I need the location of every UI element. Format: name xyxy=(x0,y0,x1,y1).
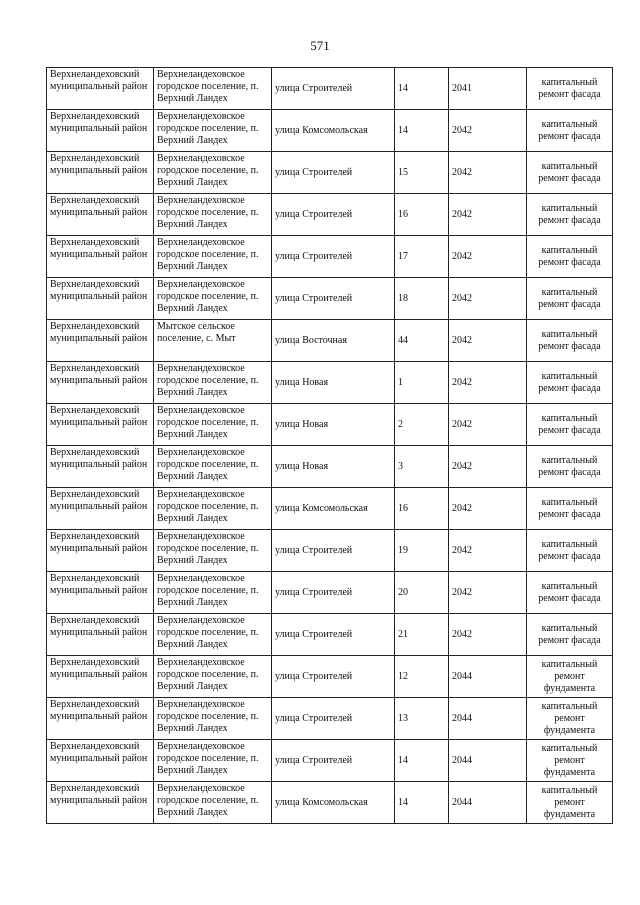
street-cell: улица Восточная xyxy=(272,320,395,362)
settlement-cell: Верхнеландеховское городское поселение, п. Верхний Ландех xyxy=(154,530,272,572)
street-cell: улица Строителей xyxy=(272,194,395,236)
year-cell: 2042 xyxy=(449,530,527,572)
work-type-cell: капитальный ремонт фасада xyxy=(527,446,613,488)
district-cell: Верхнеландеховский муниципальный район xyxy=(47,236,154,278)
settlement-cell: Верхнеландеховское городское поселение, п. Верхний Ландех xyxy=(154,110,272,152)
year-cell: 2044 xyxy=(449,698,527,740)
street-cell: улица Комсомольская xyxy=(272,782,395,824)
year-cell: 2042 xyxy=(449,488,527,530)
table-row xyxy=(47,656,613,698)
district-cell: Верхнеландеховский муниципальный район xyxy=(47,698,154,740)
district-cell: Верхнеландеховский муниципальный район xyxy=(47,446,154,488)
district-cell: Верхнеландеховский муниципальный район xyxy=(47,404,154,446)
work-type-cell: капитальный ремонт фундамента xyxy=(527,782,613,824)
work-type-cell: капитальный ремонт фасада xyxy=(527,152,613,194)
house-number-cell: 14 xyxy=(395,110,449,152)
settlement-cell: Верхнеландеховское городское поселение, п. Верхний Ландех xyxy=(154,656,272,698)
house-number-cell: 12 xyxy=(395,656,449,698)
table-row xyxy=(47,446,613,488)
work-type-cell: капитальный ремонт фасада xyxy=(527,194,613,236)
year-cell: 2042 xyxy=(449,110,527,152)
house-number-cell: 19 xyxy=(395,530,449,572)
street-cell: улица Строителей xyxy=(272,698,395,740)
year-cell: 2042 xyxy=(449,614,527,656)
house-number-cell: 18 xyxy=(395,278,449,320)
district-cell: Верхнеландеховский муниципальный район xyxy=(47,362,154,404)
table-row xyxy=(47,152,613,194)
house-number-cell: 16 xyxy=(395,194,449,236)
district-cell: Верхнеландеховский муниципальный район xyxy=(47,740,154,782)
street-cell: улица Строителей xyxy=(272,152,395,194)
street-cell: улица Строителей xyxy=(272,278,395,320)
settlement-cell: Верхнеландеховское городское поселение, п. Верхний Ландех xyxy=(154,194,272,236)
table-row xyxy=(47,488,613,530)
street-cell: улица Строителей xyxy=(272,530,395,572)
table-row xyxy=(47,572,613,614)
house-number-cell: 2 xyxy=(395,404,449,446)
table-row xyxy=(47,236,613,278)
settlement-cell: Верхнеландеховское городское поселение, п. Верхний Ландех xyxy=(154,152,272,194)
year-cell: 2042 xyxy=(449,152,527,194)
settlement-cell: Верхнеландеховское городское поселение, п. Верхний Ландех xyxy=(154,446,272,488)
work-type-cell: капитальный ремонт фасада xyxy=(527,110,613,152)
district-cell: Верхнеландеховский муниципальный район xyxy=(47,68,154,110)
registry-table-body xyxy=(47,68,613,824)
year-cell: 2042 xyxy=(449,404,527,446)
work-type-cell: капитальный ремонт фасада xyxy=(527,488,613,530)
street-cell: улица Новая xyxy=(272,404,395,446)
table-row xyxy=(47,320,613,362)
year-cell: 2041 xyxy=(449,68,527,110)
street-cell: улица Новая xyxy=(272,446,395,488)
house-number-cell: 14 xyxy=(395,782,449,824)
year-cell: 2044 xyxy=(449,740,527,782)
street-cell: улица Строителей xyxy=(272,236,395,278)
year-cell: 2042 xyxy=(449,278,527,320)
page-number: 571 xyxy=(310,38,330,53)
table-row xyxy=(47,698,613,740)
house-number-cell: 1 xyxy=(395,362,449,404)
year-cell: 2042 xyxy=(449,362,527,404)
house-number-cell: 14 xyxy=(395,740,449,782)
house-number-cell: 13 xyxy=(395,698,449,740)
settlement-cell: Верхнеландеховское городское поселение, п. Верхний Ландех xyxy=(154,278,272,320)
settlement-cell: Верхнеландеховское городское поселение, п. Верхний Ландех xyxy=(154,362,272,404)
house-number-cell: 16 xyxy=(395,488,449,530)
street-cell: улица Комсомольская xyxy=(272,488,395,530)
settlement-cell: Верхнеландеховское городское поселение, п. Верхний Ландех xyxy=(154,488,272,530)
settlement-cell: Верхнеландеховское городское поселение, п. Верхний Ландех xyxy=(154,236,272,278)
registry-table xyxy=(46,67,613,824)
work-type-cell: капитальный ремонт фасада xyxy=(527,362,613,404)
year-cell: 2044 xyxy=(449,782,527,824)
district-cell: Верхнеландеховский муниципальный район xyxy=(47,194,154,236)
table-row xyxy=(47,530,613,572)
house-number-cell: 15 xyxy=(395,152,449,194)
settlement-cell: Верхнеландеховское городское поселение, п. Верхний Ландех xyxy=(154,572,272,614)
district-cell: Верхнеландеховский муниципальный район xyxy=(47,488,154,530)
work-type-cell: капитальный ремонт фундамента xyxy=(527,656,613,698)
year-cell: 2042 xyxy=(449,236,527,278)
district-cell: Верхнеландеховский муниципальный район xyxy=(47,320,154,362)
year-cell: 2044 xyxy=(449,656,527,698)
house-number-cell: 21 xyxy=(395,614,449,656)
street-cell: улица Строителей xyxy=(272,740,395,782)
table-row xyxy=(47,362,613,404)
year-cell: 2042 xyxy=(449,572,527,614)
table-row xyxy=(47,68,613,110)
district-cell: Верхнеландеховский муниципальный район xyxy=(47,152,154,194)
district-cell: Верхнеландеховский муниципальный район xyxy=(47,572,154,614)
work-type-cell: капитальный ремонт фундамента xyxy=(527,740,613,782)
district-cell: Верхнеландеховский муниципальный район xyxy=(47,110,154,152)
district-cell: Верхнеландеховский муниципальный район xyxy=(47,530,154,572)
work-type-cell: капитальный ремонт фасада xyxy=(527,278,613,320)
settlement-cell: Верхнеландеховское городское поселение, п. Верхний Ландех xyxy=(154,698,272,740)
street-cell: улица Строителей xyxy=(272,572,395,614)
table-row xyxy=(47,110,613,152)
settlement-cell: Верхнеландеховское городское поселение, п. Верхний Ландех xyxy=(154,614,272,656)
street-cell: улица Строителей xyxy=(272,614,395,656)
work-type-cell: капитальный ремонт фасада xyxy=(527,614,613,656)
work-type-cell: капитальный ремонт фасада xyxy=(527,572,613,614)
table-row xyxy=(47,614,613,656)
table-row xyxy=(47,740,613,782)
street-cell: улица Строителей xyxy=(272,68,395,110)
work-type-cell: капитальный ремонт фасада xyxy=(527,530,613,572)
district-cell: Верхнеландеховский муниципальный район xyxy=(47,614,154,656)
work-type-cell: капитальный ремонт фундамента xyxy=(527,698,613,740)
settlement-cell: Верхнеландеховское городское поселение, п. Верхний Ландех xyxy=(154,404,272,446)
street-cell: улица Комсомольская xyxy=(272,110,395,152)
work-type-cell: капитальный ремонт фасада xyxy=(527,236,613,278)
work-type-cell: капитальный ремонт фасада xyxy=(527,68,613,110)
district-cell: Верхнеландеховский муниципальный район xyxy=(47,278,154,320)
district-cell: Верхнеландеховский муниципальный район xyxy=(47,782,154,824)
table-row xyxy=(47,194,613,236)
house-number-cell: 44 xyxy=(395,320,449,362)
house-number-cell: 20 xyxy=(395,572,449,614)
district-cell: Верхнеландеховский муниципальный район xyxy=(47,656,154,698)
work-type-cell: капитальный ремонт фасада xyxy=(527,320,613,362)
settlement-cell: Верхнеландеховское городское поселение, п. Верхний Ландех xyxy=(154,782,272,824)
year-cell: 2042 xyxy=(449,194,527,236)
work-type-cell: капитальный ремонт фасада xyxy=(527,404,613,446)
settlement-cell: Верхнеландеховское городское поселение, п. Верхний Ландех xyxy=(154,740,272,782)
year-cell: 2042 xyxy=(449,320,527,362)
house-number-cell: 3 xyxy=(395,446,449,488)
house-number-cell: 17 xyxy=(395,236,449,278)
house-number-cell: 14 xyxy=(395,68,449,110)
table-row xyxy=(47,782,613,824)
year-cell: 2042 xyxy=(449,446,527,488)
street-cell: улица Новая xyxy=(272,362,395,404)
settlement-cell: Мытское сельское поселение, с. Мыт xyxy=(154,320,272,362)
street-cell: улица Строителей xyxy=(272,656,395,698)
table-row xyxy=(47,278,613,320)
table-row xyxy=(47,404,613,446)
settlement-cell: Верхнеландеховское городское поселение, п. Верхний Ландех xyxy=(154,68,272,110)
